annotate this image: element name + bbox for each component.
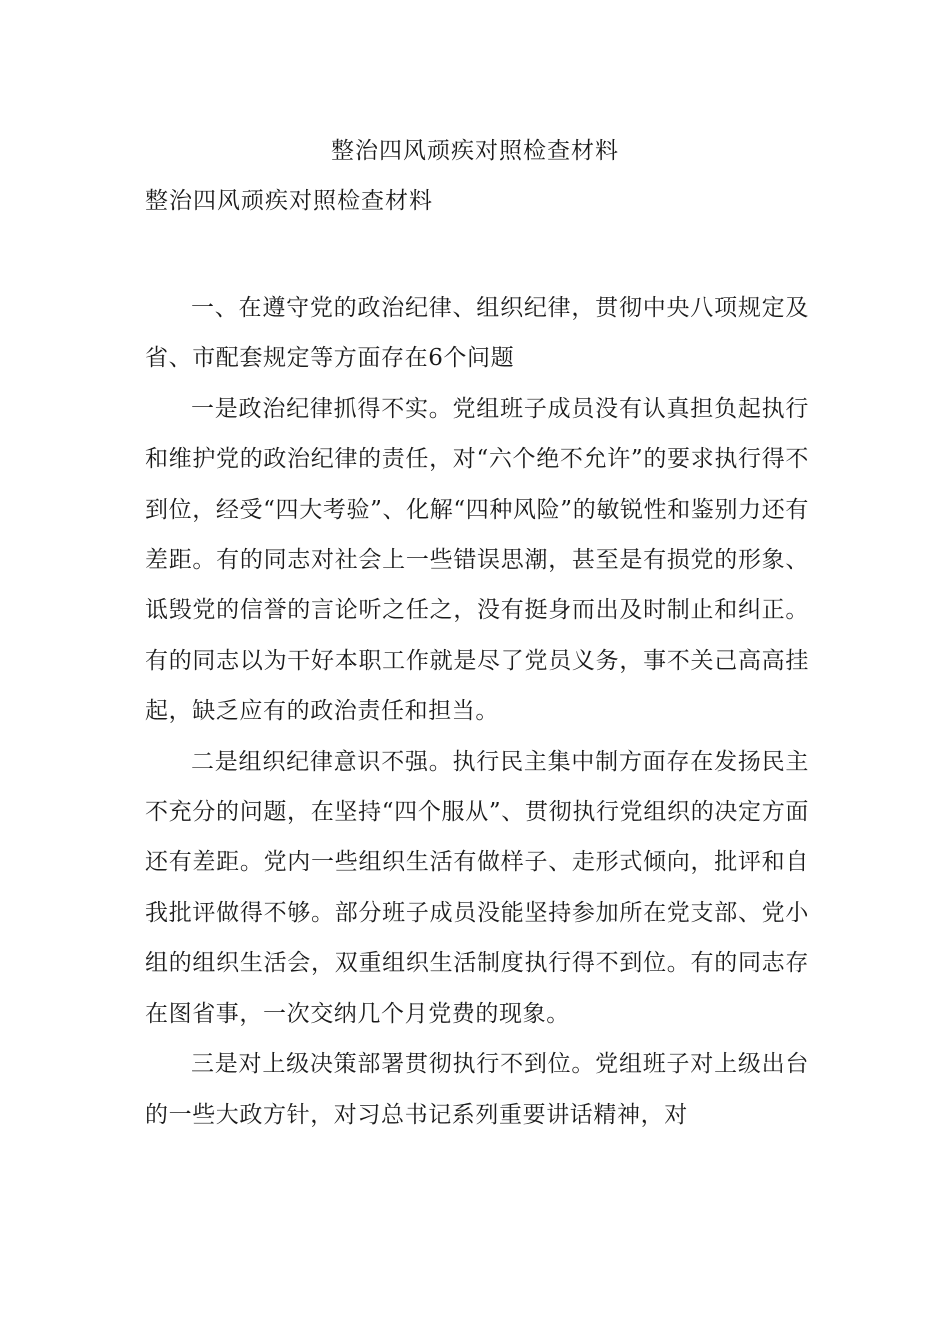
document-subtitle: 整治四风顽疾对照检查材料: [145, 188, 433, 214]
paragraph-organizational-discipline: 二是组织纪律意识不强。执行民主集中制方面存在发扬民主不充分的问题，在坚持“四个服从”、贯彻执行党组织的决定方面还有差距。党内一些组织生活有做样子、走形式倾向，批评和自我批评做得不够。部分班子成员没能坚持参加所在党支部、党小组的组织生活会，双重组织生活制度执行得不到位。有的同志存在图省事，一次交纳几个月党费的现象。: [145, 748, 809, 1027]
paragraph-political-discipline: 一是政治纪律抓得不实。党组班子成员没有认真担负起执行和维护党的政治纪律的责任，对“六个绝不允许”的要求执行得不到位，经受“四大考验”、化解“四种风险”的敏锐性和鉴别力还有差距。有的同志对社会上一些错误思潮，甚至是有损党的形象、诋毁党的信誉的言论听之任之，没有挺身而出及时制止和纠正。有的同志以为干好本职工作就是尽了党员义务，事不关己高高挂起，缺乏应有的政治责任和担当。: [145, 395, 809, 725]
paragraph-implementation: 三是对上级决策部署贯彻执行不到位。党组班子对上级出台的一些大政方针，对习总书记系列重要讲话精神，对: [145, 1051, 809, 1128]
document-body: [145, 283, 809, 1140]
document-title: 整治四风顽疾对照检查材料: [331, 138, 619, 164]
section-heading: 一、在遵守党的政治纪律、组织纪律，贯彻中央八项规定及省、市配套规定等方面存在6个问题: [145, 295, 809, 372]
